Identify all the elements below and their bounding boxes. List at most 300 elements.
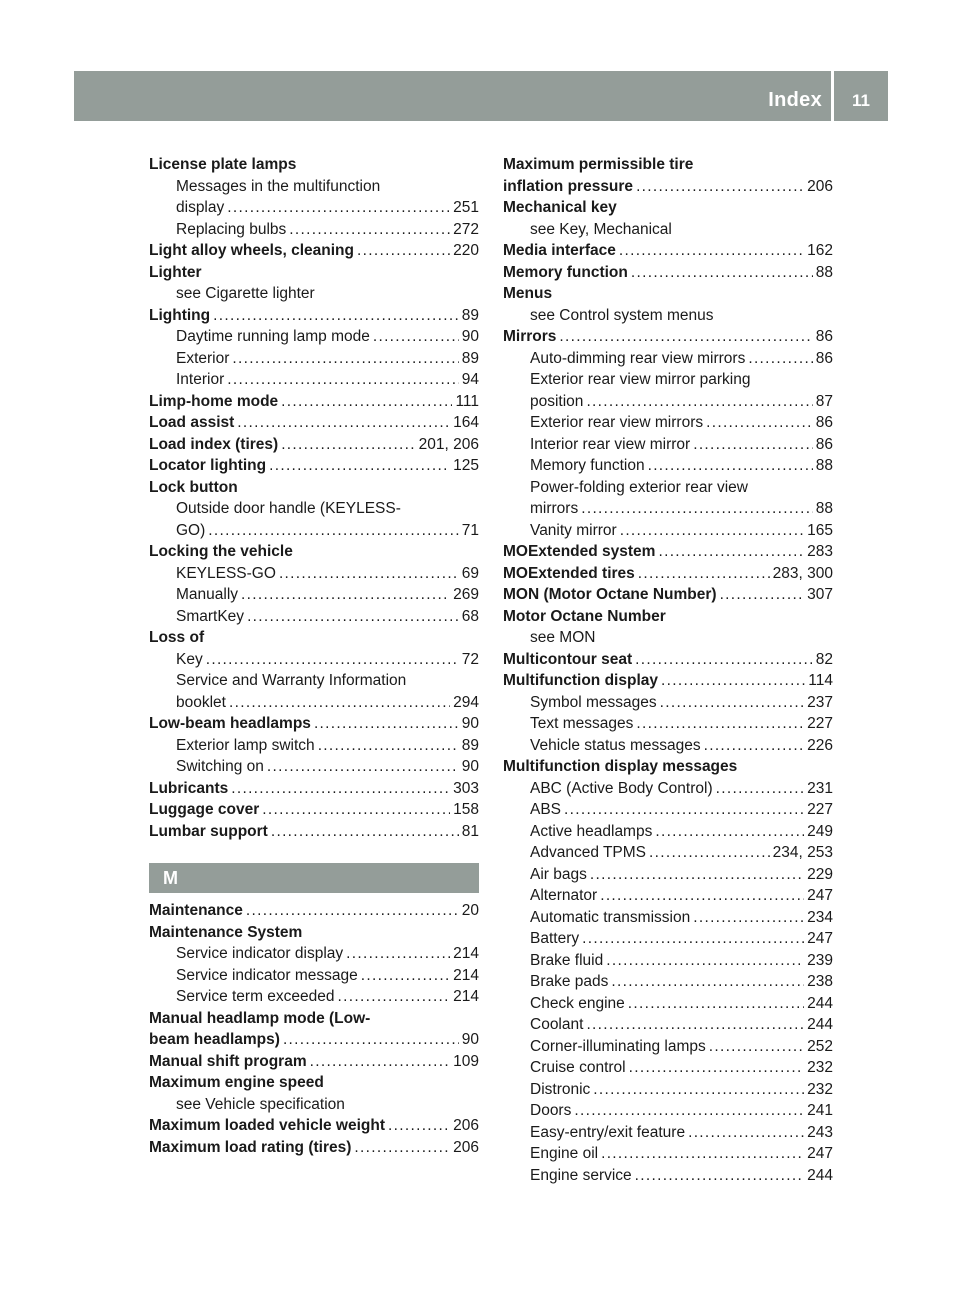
page-reference: 241 <box>807 1102 833 1119</box>
dot-leader <box>648 455 813 477</box>
index-subentry-line <box>149 219 479 241</box>
index-entry <box>503 1122 833 1144</box>
page-reference: 229 <box>807 865 833 883</box>
index-entry <box>149 1094 479 1116</box>
page-reference: 232 <box>807 1059 833 1076</box>
dot-leader <box>720 584 805 606</box>
index-subterm: Exterior rear view mirror parking <box>530 371 751 388</box>
index-subentry-line <box>503 348 833 370</box>
page-reference: 234, 253 <box>772 844 833 861</box>
index-subentry-line <box>503 713 833 735</box>
page-reference: 20 <box>461 902 479 919</box>
dot-leader <box>208 520 458 542</box>
index-subentry-line <box>149 1094 479 1116</box>
section-header-m: M <box>149 863 479 893</box>
index-entry <box>149 1008 479 1051</box>
index-subterm: Service and Warranty Information <box>176 672 407 689</box>
index-entry <box>149 821 479 843</box>
page-reference: 272 <box>453 220 479 238</box>
index-subterm: ABC (Active Body Control) <box>530 779 713 797</box>
index-term: Maintenance System <box>149 923 303 941</box>
page-reference: 90 <box>461 328 479 345</box>
index-entry <box>503 735 833 757</box>
index-entry <box>149 649 479 671</box>
page-reference: 158 <box>453 801 479 818</box>
dot-leader <box>658 541 804 563</box>
index-entry-line <box>149 391 479 413</box>
index-entry-line <box>149 305 479 327</box>
dot-leader <box>229 692 450 714</box>
index-entry <box>149 391 479 413</box>
index-term: Multifunction display messages <box>503 758 738 775</box>
index-subterm: Interior rear view mirror <box>530 435 691 453</box>
page-reference: 90 <box>461 758 479 775</box>
index-entry-line <box>149 922 479 944</box>
dot-leader <box>638 563 770 585</box>
page-reference: 269 <box>453 586 479 603</box>
index-term: Loss of <box>149 629 205 646</box>
dot-leader <box>281 434 415 456</box>
index-subentry-line <box>149 369 479 391</box>
dot-leader <box>586 1014 804 1036</box>
index-term: Multicontour seat <box>503 650 633 668</box>
page-reference: 220 <box>453 242 479 259</box>
index-subterm: position <box>530 392 584 410</box>
page-header <box>74 71 888 121</box>
dot-leader <box>231 778 450 800</box>
index-entry <box>149 348 479 370</box>
index-term: Menus <box>503 285 553 302</box>
index-entry <box>149 434 479 456</box>
index-subentry-line <box>149 943 479 965</box>
index-entry <box>503 799 833 821</box>
index-entry-line <box>149 455 479 477</box>
index-entry <box>149 778 479 800</box>
index-subentry-line <box>503 842 833 864</box>
index-entry <box>503 649 833 671</box>
index-subentry-line <box>503 735 833 757</box>
index-subentry-line <box>503 778 833 800</box>
index-entry <box>149 713 479 735</box>
index-subterm: Air bags <box>530 865 587 883</box>
page-reference: 90 <box>461 715 479 732</box>
index-entry <box>503 670 833 692</box>
dot-leader <box>318 735 459 757</box>
page-reference: 88 <box>815 457 833 474</box>
index-subentry-line <box>149 735 479 757</box>
index-entry <box>503 864 833 886</box>
index-entry <box>503 477 833 520</box>
dot-leader <box>709 1036 804 1058</box>
dot-leader <box>619 240 804 262</box>
index-entry-line <box>149 778 479 800</box>
index-entry-line <box>503 154 833 176</box>
page-reference: 234 <box>807 908 833 926</box>
index-entry <box>503 756 833 778</box>
index-term: Load assist <box>149 414 235 431</box>
page-reference: 244 <box>807 1166 833 1184</box>
page-reference: 231 <box>807 779 833 797</box>
index-term: Luggage cover <box>149 801 260 818</box>
dot-leader <box>283 1029 459 1051</box>
index-term: Memory function <box>503 263 628 281</box>
index-entry-line <box>503 606 833 628</box>
index-entry <box>149 262 479 284</box>
index-subterm: display <box>176 199 225 216</box>
page-reference: 206 <box>453 1138 479 1156</box>
index-entry <box>149 477 479 499</box>
index-subentry-line <box>503 971 833 993</box>
index-term: Maximum load rating (tires) <box>149 1138 352 1156</box>
index-term: Lubricants <box>149 779 229 797</box>
index-entry <box>149 305 479 327</box>
dot-leader <box>660 692 804 714</box>
index-subterm: Symbol messages <box>530 693 657 711</box>
dot-leader <box>655 821 804 843</box>
index-term: Lighter <box>149 263 202 281</box>
index-term: Mirrors <box>503 328 557 345</box>
index-subentry-line <box>149 520 479 542</box>
index-entry <box>149 922 479 944</box>
index-subentry-line <box>503 1014 833 1036</box>
index-term: Locking the vehicle <box>149 543 293 560</box>
page-reference: 86 <box>815 328 833 345</box>
dot-leader <box>247 606 459 628</box>
page-title: Index <box>768 89 822 111</box>
index-entry <box>503 584 833 606</box>
index-column-left <box>149 154 479 1158</box>
page-reference: 125 <box>453 457 479 474</box>
page-reference: 244 <box>807 994 833 1012</box>
index-subentry-line <box>149 649 479 671</box>
index-entry <box>149 176 479 219</box>
index-subterm: Exterior lamp switch <box>176 736 315 754</box>
index-entry-line <box>503 262 833 284</box>
index-subentry-line <box>149 498 479 520</box>
dot-leader <box>232 348 458 370</box>
index-entry <box>149 584 479 606</box>
index-subentry-line <box>149 283 479 305</box>
page-reference: 206 <box>807 177 833 195</box>
index-entry <box>149 1137 479 1159</box>
index-entry-line <box>503 563 833 585</box>
dot-leader <box>601 1143 804 1165</box>
header-divider <box>831 71 834 121</box>
index-entry-line <box>149 627 479 649</box>
dot-leader <box>636 713 804 735</box>
index-term: Multifunction display <box>503 672 658 689</box>
index-term: Maximum engine speed <box>149 1074 324 1091</box>
index-subentry-line <box>503 799 833 821</box>
index-term: MOExtended system <box>503 543 656 560</box>
dot-leader <box>227 197 450 219</box>
index-entry <box>503 778 833 800</box>
index-entry <box>503 885 833 907</box>
index-subterm: Messages in the multifunction <box>176 177 381 195</box>
index-entry <box>503 1036 833 1058</box>
index-subterm: Auto-dimming rear view mirrors <box>530 349 746 367</box>
index-subterm: Active headlamps <box>530 822 653 840</box>
dot-leader <box>338 986 451 1008</box>
page-reference: 201, 206 <box>418 435 479 453</box>
index-entry-line <box>149 1029 479 1051</box>
index-entry <box>503 692 833 714</box>
index-entry <box>149 627 479 649</box>
index-entry <box>149 563 479 585</box>
index-entry <box>149 283 479 305</box>
index-subentry-line <box>503 885 833 907</box>
index-entry-line <box>503 756 833 778</box>
index-term: Locator lighting <box>149 457 267 474</box>
index-subterm: Vehicle status messages <box>530 736 701 754</box>
index-subentry-line <box>149 348 479 370</box>
index-entry <box>149 900 479 922</box>
index-subterm: Advanced TPMS <box>530 844 647 861</box>
index-entry <box>503 541 833 563</box>
index-subentry-line <box>149 606 479 628</box>
index-entry <box>149 943 479 965</box>
index-entry <box>503 1079 833 1101</box>
dot-leader <box>649 842 770 864</box>
index-subentry-line <box>503 391 833 413</box>
index-entry <box>503 154 833 197</box>
index-entry <box>149 735 479 757</box>
index-subterm: booklet <box>176 693 226 711</box>
index-subentry-line <box>503 412 833 434</box>
index-term: Light alloy wheels, cleaning <box>149 242 354 259</box>
index-entry-line <box>149 240 479 262</box>
index-subentry-line <box>149 176 479 198</box>
dot-leader <box>279 563 459 585</box>
index-subterm: see Control system menus <box>530 306 714 324</box>
dot-leader <box>271 821 459 843</box>
index-entry <box>503 369 833 412</box>
index-term: MON (Motor Octane Number) <box>503 586 717 603</box>
page-reference: 238 <box>807 973 833 990</box>
index-term: Media interface <box>503 242 616 259</box>
index-subentry-line <box>149 756 479 778</box>
index-subentry-line <box>503 950 833 972</box>
index-subentry-line <box>503 864 833 886</box>
dot-leader <box>586 391 812 413</box>
dot-leader <box>628 993 804 1015</box>
index-subterm: Exterior rear view mirrors <box>530 414 704 431</box>
index-entry-line <box>149 1115 479 1137</box>
dot-leader <box>206 649 459 671</box>
page-reference: 247 <box>807 1145 833 1162</box>
index-subentry-line <box>503 369 833 391</box>
index-entry <box>503 326 833 348</box>
index-subterm: Service indicator display <box>176 945 344 962</box>
index-subterm: Manually <box>176 586 239 603</box>
dot-leader <box>314 713 459 735</box>
index-term: Maximum permissible tire <box>503 156 694 173</box>
index-entry <box>149 965 479 987</box>
index-entry-line <box>149 799 479 821</box>
index-subentry-line <box>503 1100 833 1122</box>
page-reference: 243 <box>807 1123 833 1141</box>
page-reference: 252 <box>807 1037 833 1055</box>
index-entry <box>149 219 479 241</box>
index-entry <box>503 1100 833 1122</box>
index-subentry-line <box>503 627 833 649</box>
index-subentry-line <box>503 928 833 950</box>
index-entry <box>149 1051 479 1073</box>
index-entry <box>149 670 479 713</box>
index-entry-line <box>149 1137 479 1159</box>
index-entry <box>149 455 479 477</box>
index-subterm: see Key, Mechanical <box>530 220 672 238</box>
dot-leader <box>310 1051 451 1073</box>
page-reference: 283, 300 <box>772 564 833 582</box>
index-subterm: Memory function <box>530 457 645 474</box>
dot-leader <box>373 326 459 348</box>
index-term: Lighting <box>149 306 211 324</box>
index-entry-line <box>503 326 833 348</box>
index-subterm: Doors <box>530 1102 572 1119</box>
index-term: Maximum loaded vehicle weight <box>149 1117 386 1134</box>
page-reference: 214 <box>453 966 479 984</box>
index-term: beam headlamps) <box>149 1031 280 1048</box>
page-reference: 94 <box>461 371 479 388</box>
index-subterm: Distronic <box>530 1080 591 1098</box>
index-entry <box>503 950 833 972</box>
index-entry <box>503 627 833 649</box>
dot-leader <box>748 348 812 370</box>
index-subterm: Brake fluid <box>530 951 604 969</box>
page-reference: 72 <box>461 650 479 668</box>
index-entry <box>149 1115 479 1137</box>
index-entry <box>503 606 833 628</box>
page-reference: 206 <box>453 1117 479 1134</box>
page-reference: 82 <box>815 650 833 668</box>
dot-leader <box>237 412 450 434</box>
index-entry <box>149 369 479 391</box>
page-reference: 87 <box>815 392 833 410</box>
index-entry-line <box>149 1051 479 1073</box>
page-reference: 71 <box>461 521 479 539</box>
dot-leader <box>564 799 804 821</box>
dot-leader <box>706 412 813 434</box>
index-subentry-line <box>503 1036 833 1058</box>
index-entry-line <box>149 1008 479 1030</box>
dot-leader <box>246 900 459 922</box>
index-subentry-line <box>149 692 479 714</box>
index-entry-line <box>149 154 479 176</box>
index-entry-line <box>149 541 479 563</box>
index-entry-line <box>149 412 479 434</box>
index-entry <box>149 1072 479 1094</box>
index-subterm: Check engine <box>530 994 625 1012</box>
index-entry-line <box>149 1072 479 1094</box>
index-column-right <box>503 154 833 1186</box>
page-reference: 214 <box>453 988 479 1005</box>
dot-leader <box>688 1122 804 1144</box>
index-entry <box>503 907 833 929</box>
page-reference: 90 <box>461 1031 479 1048</box>
dot-leader <box>354 1137 450 1159</box>
index-entry-line <box>149 821 479 843</box>
dot-leader <box>631 262 813 284</box>
index-subentry-line <box>503 907 833 929</box>
index-subterm: Engine service <box>530 1166 632 1184</box>
index-entry <box>503 520 833 542</box>
index-subterm: Brake pads <box>530 973 609 990</box>
index-entry <box>149 756 479 778</box>
page-reference: 88 <box>815 500 833 517</box>
dot-leader <box>281 391 452 413</box>
dot-leader <box>582 928 804 950</box>
index-subterm: GO) <box>176 521 206 539</box>
page-reference: 294 <box>453 693 479 711</box>
index-subentry-line <box>149 584 479 606</box>
page-reference: 247 <box>807 887 833 904</box>
index-subentry-line <box>503 219 833 241</box>
dot-leader <box>636 176 804 198</box>
index-subentry-line <box>149 670 479 692</box>
index-subterm: Replacing bulbs <box>176 220 287 238</box>
index-term: MOExtended tires <box>503 564 635 582</box>
page-reference: 86 <box>815 435 833 453</box>
page-reference: 227 <box>807 715 833 732</box>
index-subterm: Service indicator message <box>176 966 358 984</box>
page-reference: 214 <box>453 945 479 962</box>
index-entry <box>503 348 833 370</box>
page-reference: 88 <box>815 263 833 281</box>
page-reference: 86 <box>815 414 833 431</box>
index-subentry-line <box>503 821 833 843</box>
page-reference: 239 <box>807 951 833 969</box>
index-subentry-line <box>503 434 833 456</box>
index-subterm: Coolant <box>530 1016 584 1033</box>
page-reference: 89 <box>461 306 479 324</box>
page-reference: 283 <box>807 543 833 560</box>
index-term: License plate lamps <box>149 156 297 173</box>
index-entry <box>503 1057 833 1079</box>
dot-leader <box>213 305 459 327</box>
dot-leader <box>620 520 804 542</box>
page-reference: 227 <box>807 801 833 818</box>
page-reference: 226 <box>807 736 833 754</box>
index-term: Motor Octane Number <box>503 607 666 625</box>
page-reference: 249 <box>807 822 833 840</box>
dot-leader <box>635 649 813 671</box>
index-term: Manual headlamp mode (Low- <box>149 1009 371 1027</box>
index-entry <box>503 434 833 456</box>
index-entry-line <box>503 240 833 262</box>
index-entry <box>149 799 479 821</box>
page-reference: 303 <box>453 779 479 797</box>
index-entry <box>503 842 833 864</box>
index-entry <box>503 928 833 950</box>
index-subterm: Engine oil <box>530 1145 599 1162</box>
index-subentry-line <box>503 1122 833 1144</box>
index-entry-line <box>149 900 479 922</box>
index-entry-line <box>503 584 833 606</box>
index-entry <box>149 498 479 541</box>
index-subterm: SmartKey <box>176 607 245 625</box>
index-subterm: Battery <box>530 930 580 947</box>
index-subentry-line <box>149 197 479 219</box>
index-entry <box>149 154 479 176</box>
page-reference: 165 <box>807 521 833 539</box>
page-reference: 114 <box>808 672 833 689</box>
index-subentry-line <box>503 498 833 520</box>
index-subterm: Power-folding exterior rear view <box>530 478 748 496</box>
index-subterm: Automatic transmission <box>530 908 691 926</box>
index-entry-line <box>503 541 833 563</box>
dot-leader <box>267 756 459 778</box>
